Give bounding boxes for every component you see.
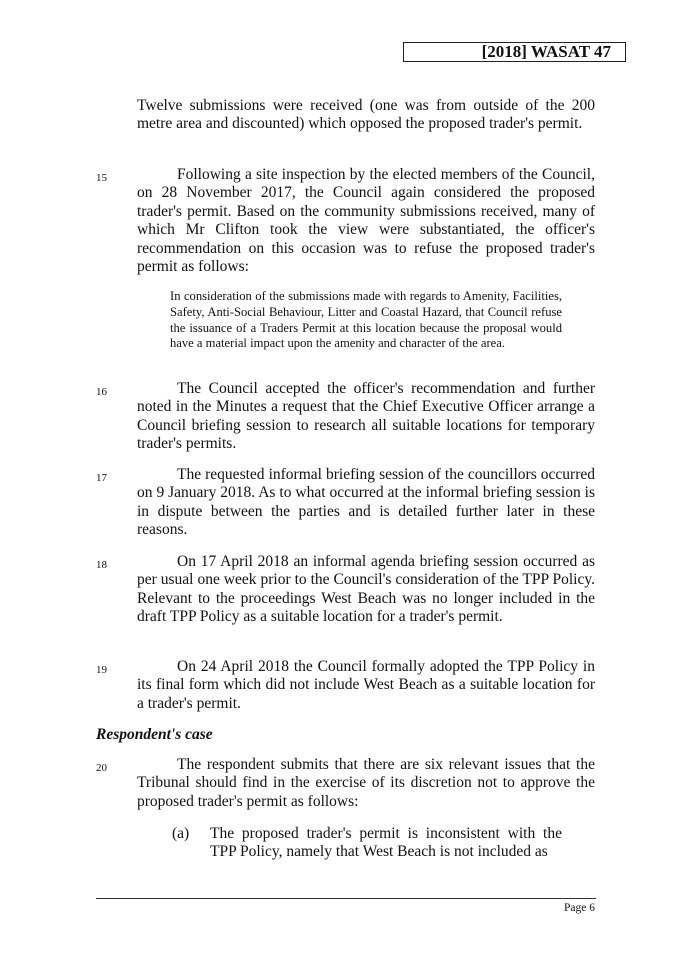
- paragraph-14-continued: Twelve submissions were received (one was from outside of the 200 metre area and discounted) which opposed the proposed trader's permit.: [137, 97, 595, 133]
- paragraph-number: 15: [96, 172, 107, 184]
- paragraph-20: The respondent submits that there are six relevant issues that the Tribunal should find in the exercise of its discretion not to approve the proposed trader's permit as follows:: [137, 756, 595, 810]
- list-item-text: The proposed trader's permit is inconsistent with the TPP Policy, namely that West Beach is not included as: [210, 825, 562, 861]
- paragraph-number: 19: [96, 664, 107, 676]
- quoted-recommendation: In consideration of the submissions made with regards to Amenity, Facilities, Safety, Anti-Social Behaviour, Litter and Coastal Hazard, that Council refuse the issuance of a Traders Permit at this location because the proposal would have a material impact upon the amenity and character of the area.: [170, 289, 562, 351]
- paragraph-number: 16: [96, 386, 107, 398]
- page-number: Page 6: [564, 902, 595, 914]
- paragraph-18: On 17 April 2018 an informal agenda briefing session occurred as per usual one week prior to the Council's consideration of the TPP Policy. Relevant to the proceedings West Beach was no longer included in the draft TPP Policy as a suitable location for a trader's permit.: [137, 553, 595, 626]
- paragraph-number: 20: [96, 762, 107, 774]
- paragraph-19: On 24 April 2018 the Council formally adopted the TPP Policy in its final form which did not include West Beach as a suitable location for a trader's permit.: [137, 658, 595, 712]
- list-item-label: (a): [172, 825, 190, 842]
- paragraph-number: 18: [96, 559, 107, 571]
- paragraph-16: The Council accepted the officer's recommendation and further noted in the Minutes a request that the Chief Executive Officer arrange a Council briefing session to research all suitable locations for temporary trader's permits.: [137, 380, 595, 453]
- paragraph-15: Following a site inspection by the elected members of the Council, on 28 November 2017, the Council again considered the proposed trader's permit. Based on the community submissions received, many of which Mr Clifton took the view were substantiated, the officer's recommendation on this occasion was to refuse the proposed trader's permit as follows:: [137, 166, 595, 276]
- paragraph-number: 17: [96, 472, 107, 484]
- paragraph-17: The requested informal briefing session of the councillors occurred on 9 January 2018. As to what occurred at the informal briefing session is in dispute between the parties and is detailed further later in these reasons.: [137, 466, 595, 539]
- case-citation: [2018] WASAT 47: [403, 42, 626, 62]
- footer-divider: [96, 898, 596, 899]
- section-heading: Respondent's case: [96, 726, 213, 743]
